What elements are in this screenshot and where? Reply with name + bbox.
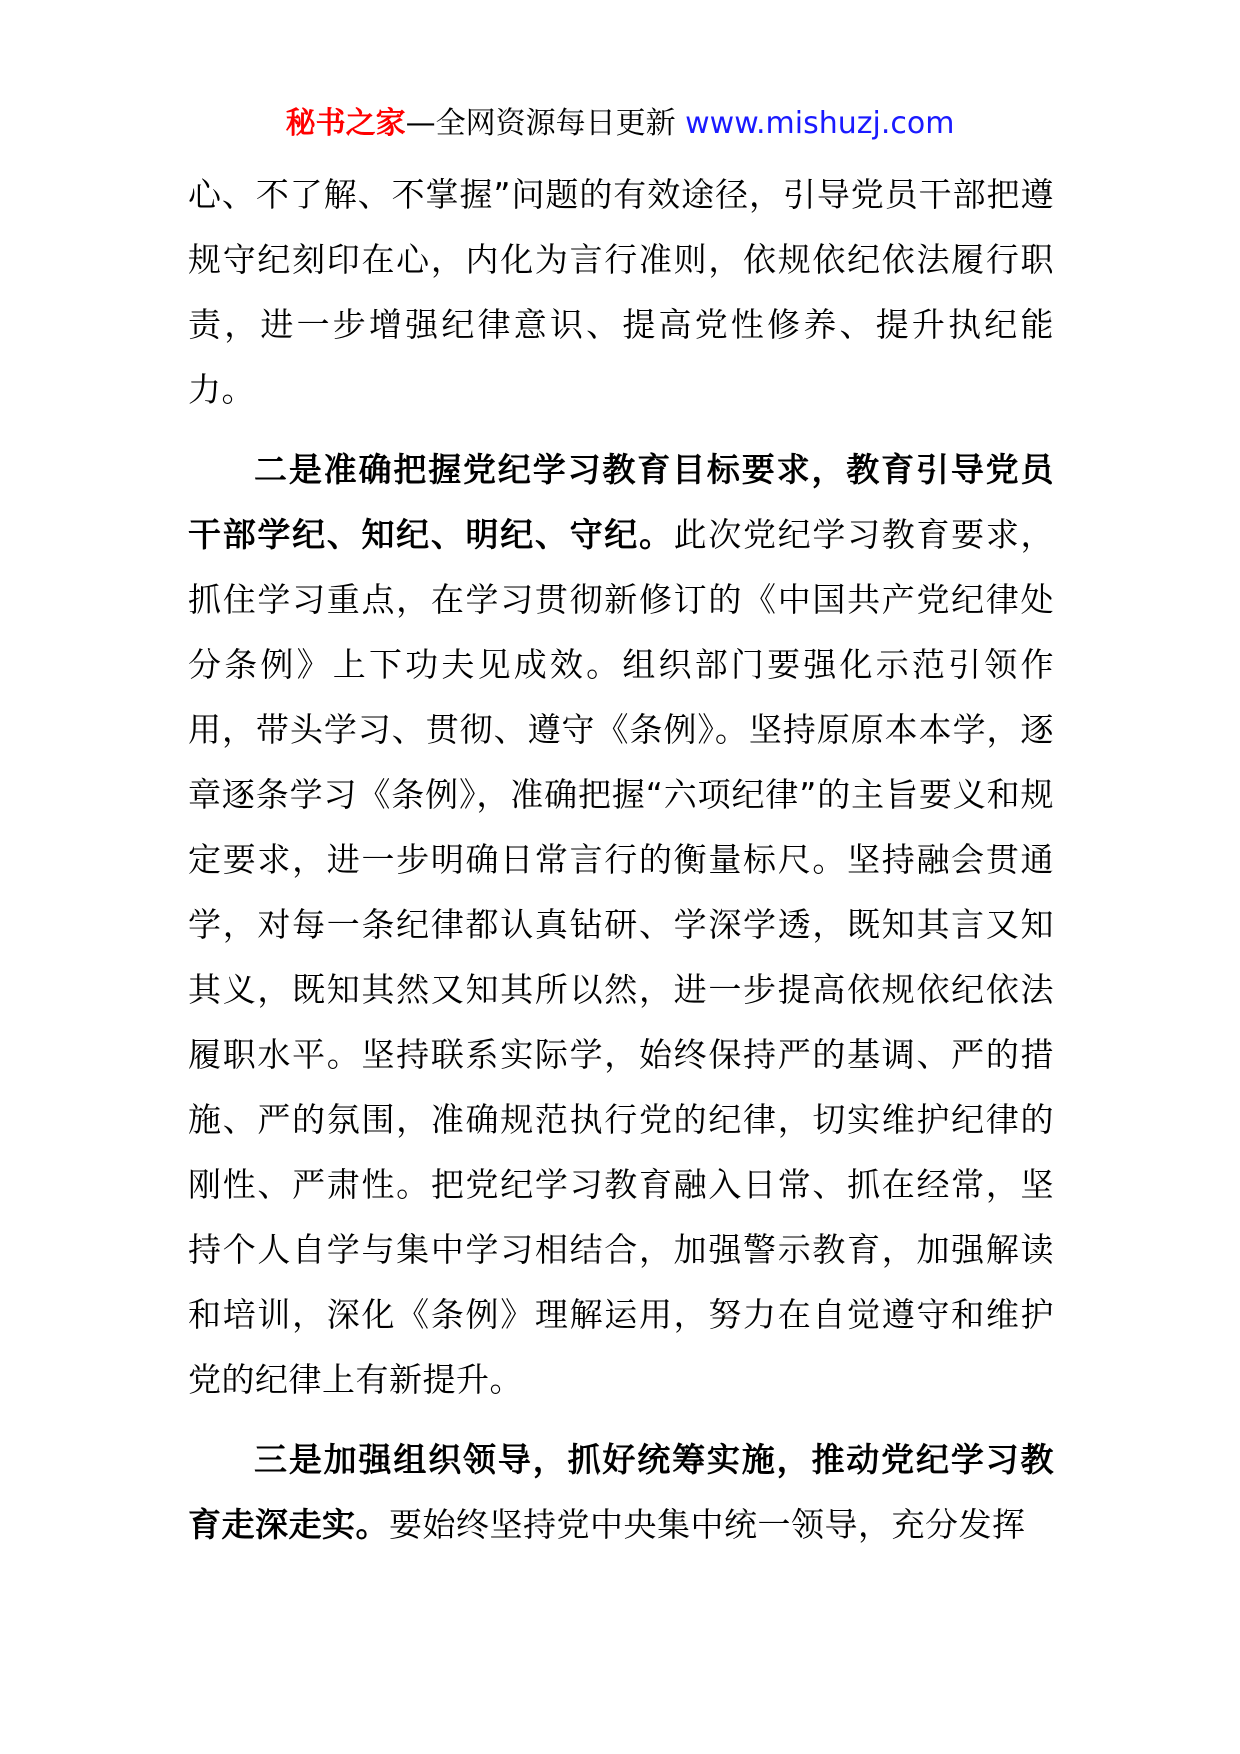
document-body [188, 162, 1054, 1557]
brand-name: 秘书之家 [285, 106, 406, 141]
paragraph-continued [188, 162, 1054, 422]
header-tagline: —全网资源每日更新 [405, 106, 686, 141]
paragraph-text: 要始终坚持党中央集中统一领导，充分发挥 [389, 1505, 1026, 1544]
paragraph-text: 心、不了解、不掌握”问题的有效途径，引导党员干部把遵规守纪刻印在心，内化为言行准则，依规依纪依法履行职责，进一步增强纪律意识、提高党性修养、提升执纪能力。 [188, 175, 1054, 409]
site-url-link[interactable]: www.mishuzj.com [685, 106, 955, 141]
paragraph-section-three [188, 1427, 1054, 1557]
paragraph-text: 此次党纪学习教育要求，抓住学习重点，在学习贯彻新修订的《中国共产党纪律处分条例》上下功夫见成效。组织部门要强化示范引领作用，带头学习、贯彻、遵守《条例》。坚持原原本本学，逐章逐条学习《条例》，准确把握“六项纪律”的主旨要义和规定要求，进一步明确日常言行的衡量标尺。坚持融会贯通学，对每一条纪律都认真钻研、学深学透，既知其言又知其义，既知其然又知其所以然，进一步提高依规依纪依法履职水平。坚持联系实际学，始终保持严的基调、严的措施、严的氛围，准确规范执行党的纪律，切实维护纪律的刚性、严肃性。把党纪学习教育融入日常、抓在经常，坚持个人自学与集中学习相结合，加强警示教育，加强解读和培训，深化《条例》理解运用，努力在自觉遵守和维护党的纪律上有新提升。 [188, 515, 1054, 1399]
paragraph-section-two [188, 437, 1054, 1412]
paragraph-lead: 二是准确把握党纪学习教育目标要求，教育引导党员干部学纪、知纪、明纪、守纪。 [188, 450, 1054, 554]
site-header [0, 102, 1240, 146]
paragraph-lead: 三是加强组织领导，抓好统筹实施，推动党纪学习教育走深走实。 [188, 1440, 1054, 1544]
